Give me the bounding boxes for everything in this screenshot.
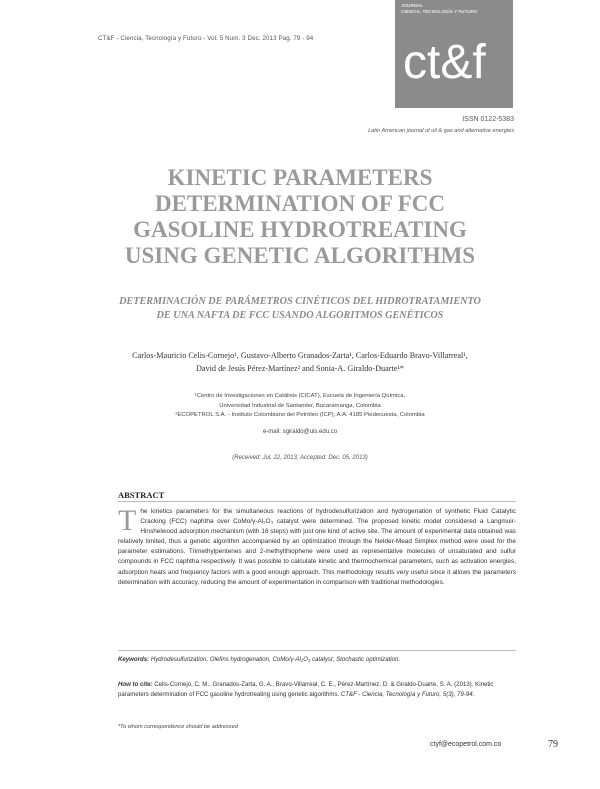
keywords xyxy=(118,656,516,663)
ctf-logo-icon xyxy=(401,32,509,92)
abstract-heading: ABSTRACT xyxy=(118,490,165,500)
abstract-body xyxy=(118,504,516,588)
abstract-divider xyxy=(118,501,516,502)
journal-logo xyxy=(395,0,513,108)
running-head: CT&F - Ciencia, Tecnología y Futuro - Vol. 5 Num. 3 Dec. 2013 Pag. 79 - 94 xyxy=(98,35,314,42)
authors-line: Carlos-Mauricio Celis-Cornejo¹, Gustavo-Alberto Granados-Zarta¹, Carlos-Eduardo Bravo-Villarreal¹, xyxy=(132,351,468,360)
affiliation-line: ¹Centro de Investigaciones en Catálisis (CICAT), Escuela de Ingeniería Química, xyxy=(194,393,406,399)
how-to-cite xyxy=(118,680,516,700)
subtitle-line: DETERMINACIÓN DE PARÁMETROS CINÉTICOS DEL HIDROTRATAMIENTO xyxy=(119,296,481,307)
article-title xyxy=(60,165,540,269)
keywords-value: Hydrodesulfurization, Olefins hydrogenation, CoMo/γ-Al₂O₃ catalyst, Stochastic optimization. xyxy=(149,656,401,663)
keywords-label: Keywords: xyxy=(118,656,150,663)
contact-email: e-mail: sgiraldo@uis.edu.co xyxy=(262,429,338,435)
spanish-title xyxy=(60,295,540,323)
title-line: DETERMINATION OF FCC xyxy=(154,191,446,216)
abstract-text: he kinetics parameters for the simultaneous reactions of hydrodesulfurization and hydrogenation of synthetic Fluid Catalytic Cracking (FCC) naphtha over CoMo/γ-Al₂O₃ catalyst were determined. The proposed kinetic model considered a Langmuir-Hinshelwood adsorption mechanism (with 16 steps) with just one kind of active site. The amount of experimental data obtained was relatively limited, thus a genetic algorithm accompanied by an optimization through the Nelder-Mead Simplex method were used for the parameter estimations. Trimethylpentenes and 2-methylthiophene were used as representative molecules of unsaturated and sulfur compounds in FCC naphtha respectively. It was possible to calculate kinetic and thermochemical parameters, such as activation energies, adsorption heats and frequency factors with a good enough approach. This methodology results very useful since it allows the parameters determination with accuracy, reducing the amount of experimentation in comparison with traditional methodologies. xyxy=(118,508,516,586)
received-dates: (Received: Jul. 22, 2013; Accepted: Dec. 05, 2013) xyxy=(232,455,368,461)
affiliation-line: ²ECOPETROL S.A. - Instituto Colombiano del Petróleo (ICP), A.A. 4185 Piedecuesta, Colombia xyxy=(175,412,425,418)
issn: ISSN 0122-5383 xyxy=(462,116,514,123)
logo-journal-label xyxy=(401,3,477,14)
affiliations xyxy=(60,392,540,421)
subtitle-line: DE UNA NAFTA DE FCC USANDO ALGORITMOS GENÉTICOS xyxy=(156,310,444,321)
footer-email: ctyf@ecopetrol.com.co xyxy=(430,741,502,748)
author-list xyxy=(60,350,540,375)
correspondence-note: *To whom correspondence should be addressed xyxy=(118,724,238,730)
authors-line: David de Jesús Pérez-Martínez² and Sonia-A. Giraldo-Duarte¹* xyxy=(196,363,404,373)
keywords-divider xyxy=(118,650,516,651)
title-line: USING GENETIC ALGORITHMS xyxy=(124,243,476,268)
title-line: KINETIC PARAMETERS xyxy=(167,165,433,190)
how-to-cite-label: How to cite: xyxy=(118,681,153,688)
logo-journal-line: JOURNAL xyxy=(401,3,424,8)
logo-mark-text: ct&f xyxy=(403,36,486,89)
abstract-dropcap: T xyxy=(118,504,137,537)
citation-text: Celis-Cornejo, C. M., Granados-Zarta, G. A., Bravo-Villarreal, C. E., Pérez-Martínez, D. & Giraldo-Duarte, S. A. (2013). Kinetic parameters determination of FCC gasoline hydrotreating using genetic algorithms. xyxy=(118,681,494,698)
citation-journal: CT&F - Ciencia, Tecnología y Futuro, 5(3), 79-94. xyxy=(340,691,475,698)
journal-tagline: Latin American journal of oil & gas and alternative energies xyxy=(368,128,514,134)
logo-journal-line: CIENCIA, TECNOLOGÍA Y FUTURO xyxy=(401,8,478,14)
title-line: GASOLINE HYDROTREATING xyxy=(133,217,467,242)
page-number: 79 xyxy=(548,739,558,750)
affiliation-line: Universidad Industrial de Santander, Bucaramanga, Colombia xyxy=(219,402,381,409)
